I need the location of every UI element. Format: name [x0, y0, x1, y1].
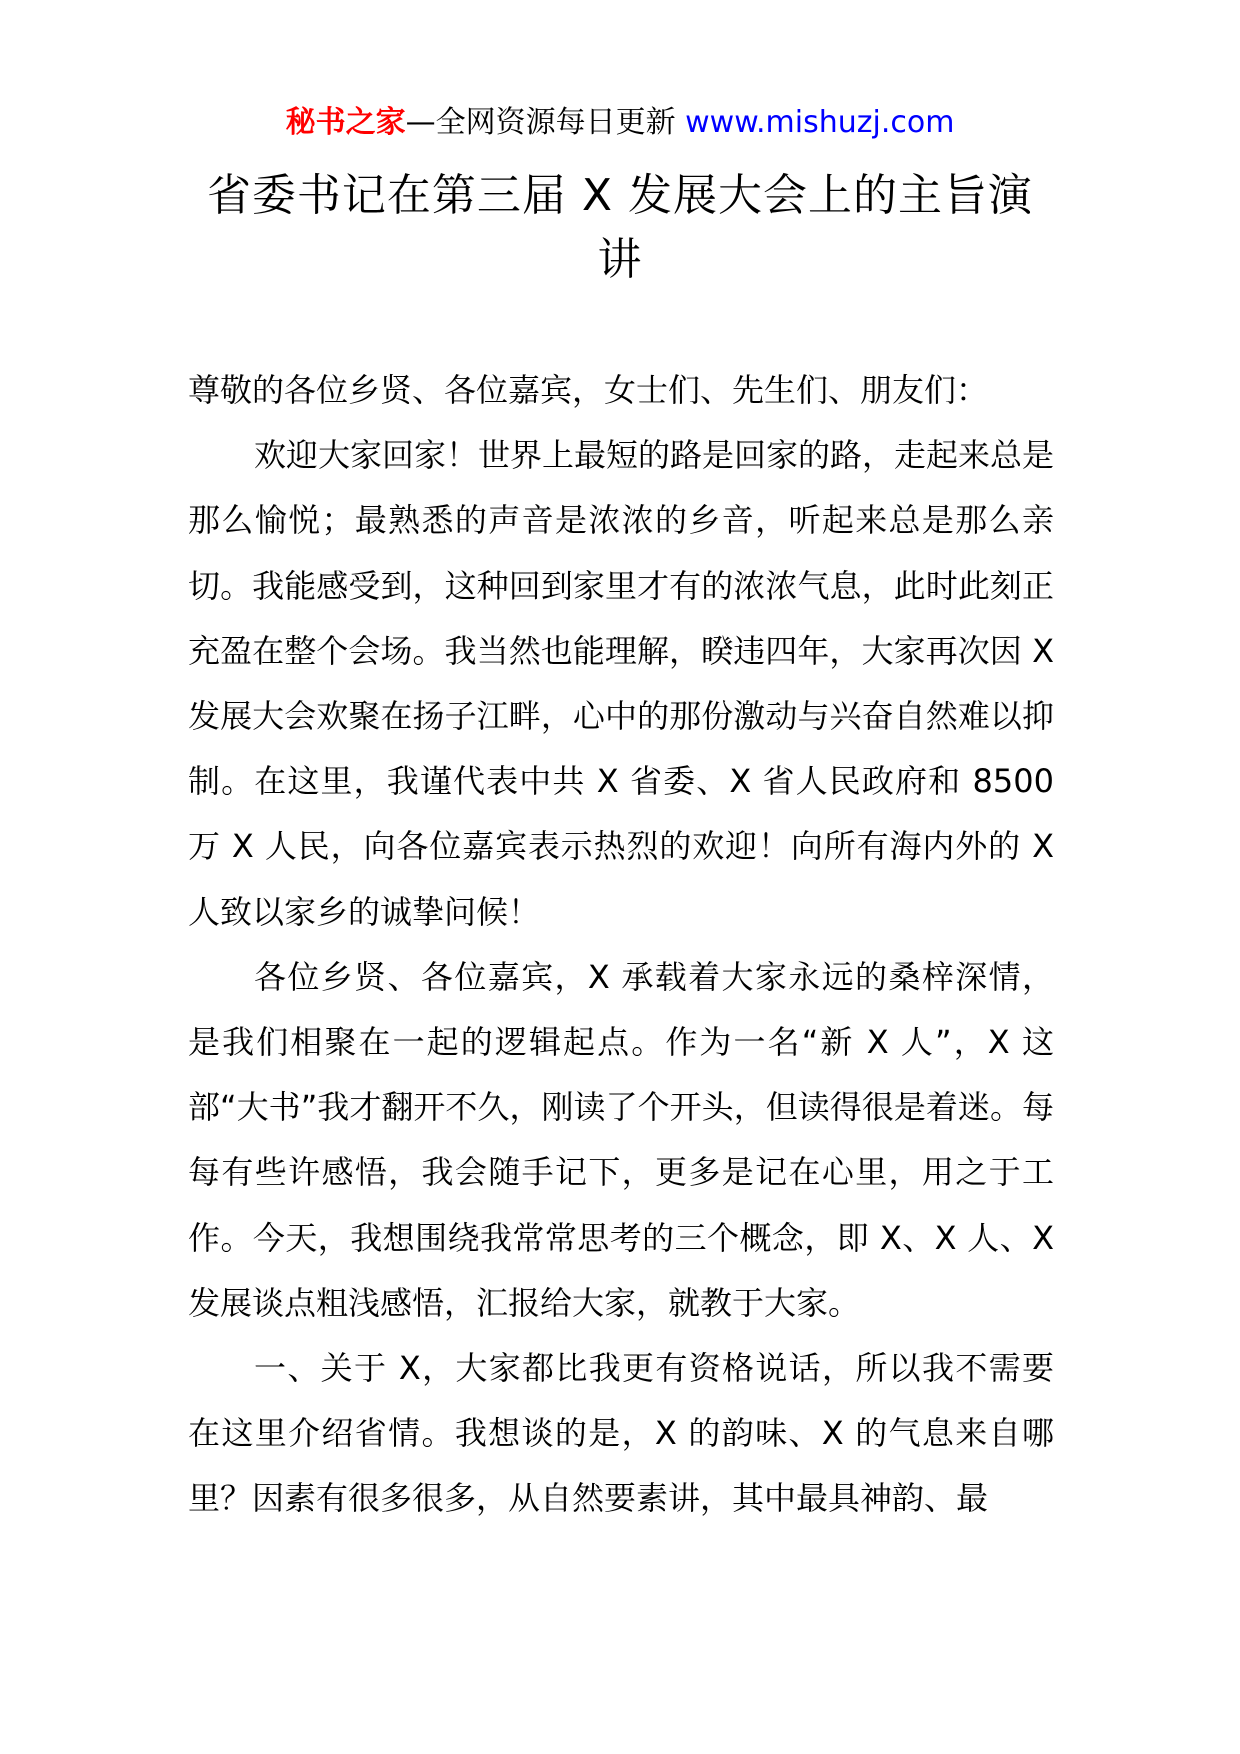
salutation: 尊敬的各位乡贤、各位嘉宾，女士们、先生们、朋友们：: [188, 371, 989, 409]
paragraph: 欢迎大家回家！世界上最短的路是回家的路，走起来总是那么愉悦；最熟悉的声音是浓浓的乡音，听起来总是那么亲切。我能感受到，这种回到家里才有的浓浓气息，此时此刻正充盈在整个会场。我当然也能理解，睽违四年，大家再次因 X 发展大会欢聚在扬子江畔，心中的那份激动与兴奋自然难以抑制。在这里，我谨代表中共 X 省委、X 省人民政府和 8500 万 X 人民，向各位嘉宾表示热烈的欢迎！向所有海内外的 X 人致以家乡的诚挚问候！: [188, 436, 1055, 931]
paragraph: 各位乡贤、各位嘉宾，X 承载着大家永远的桑梓深情，是我们相聚在一起的逻辑起点。作为一名“新 X 人”，X 这部“大书”我才翻开不久，刚读了个开头，但读得很是着迷。每每有些许感悟，我会随手记下，更多是记在心里，用之于工作。今天，我想围绕我常常思考的三个概念，即 X、X 人、X 发展谈点粗浅感悟，汇报给大家，就教于大家。: [188, 957, 1054, 1322]
brand-name: 秘书之家: [285, 105, 406, 140]
site-tagline: —全网资源每日更新: [405, 105, 686, 140]
document-body: [188, 358, 1054, 1532]
document-title: 省委书记在第三届 X 发展大会上的主旨演讲: [206, 170, 1034, 285]
site-header: [0, 100, 1240, 146]
site-url-link[interactable]: www.mishuzj.com: [685, 105, 955, 140]
paragraph: 一、关于 X，大家都比我更有资格说话，所以我不需要在这里介绍省情。我想谈的是，X 的韵味、X 的气息来自哪里？因素有很多很多，从自然要素讲，其中最具神韵、最: [188, 1349, 1054, 1518]
